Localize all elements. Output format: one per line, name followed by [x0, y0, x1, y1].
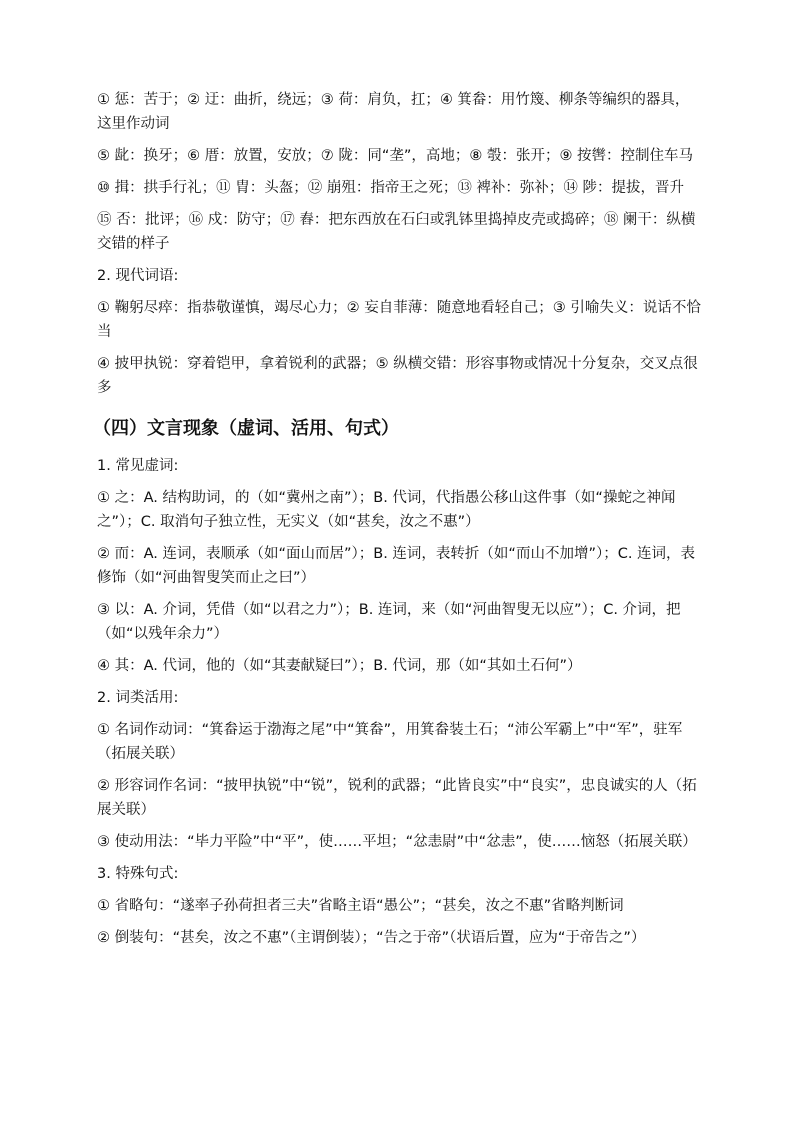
- modern-word-item: ④ 披甲执锐：穿着铠甲，拿着锐利的武器；⑤ 纵横交错：形容事物或情况十分复杂，交叉点很多: [97, 356, 698, 396]
- modern-words-title: 2. 现代词语:: [97, 268, 179, 284]
- document-page: [93, 88, 701, 958]
- vocab-item: ⑮ 否：批评；⑯ 戍：防守；⑰ 舂：把东西放在石臼或乳钵里捣掉皮壳或捣碎；⑱ 阑干：纵横交错的样子: [97, 212, 696, 252]
- word-class-item: ③ 使动用法：“毕力平险”中“平”，使……平坦；“忿恚尉”中“忿恚”，使……恼怒（拓展关联）: [97, 834, 697, 850]
- special-sentences-title: 3. 特殊句式:: [97, 866, 179, 882]
- special-sentence-item: ① 省略句：“遂率子孙荷担者三夫”省略主语“愚公”；“甚矣，汝之不惠”省略判断词: [97, 898, 624, 914]
- modern-word-item: ① 鞠躬尽瘁：指恭敬谨慎，竭尽心力；② 妄自菲薄：随意地看轻自己；③ 引喻失义：说话不恰当: [97, 300, 701, 340]
- function-word-item: ② 而：A. 连词，表顺承（如“面山而居”）；B. 连词，表转折（如“而山不加增”）；C. 连词，表修饰（如“河曲智叟笑而止之曰”）: [97, 546, 696, 586]
- vocab-item: ⑤ 龀：换牙；⑥ 厝：放置，安放；⑦ 陇：同“垄”，高地；⑧ 彀：张开；⑨ 按辔：控制住车马: [97, 148, 694, 164]
- function-words-title: 1. 常见虚词:: [97, 458, 179, 474]
- function-word-item: ③ 以：A. 介词，凭借（如“以君之力”）；B. 连词，来（如“河曲智叟无以应”）；C. 介词，把（如“以残年余力”）: [97, 602, 681, 642]
- special-sentence-item: ② 倒装句：“甚矣，汝之不惠”（主谓倒装）；“告之于帝”（状语后置，应为“于帝告之”）: [97, 930, 646, 946]
- word-class-title: 2. 词类活用:: [97, 690, 179, 706]
- vocab-item: ① 惩：苦于；② 迂：曲折，绕远；③ 荷：肩负，扛；④ 箕畚：用竹篾、柳条等编织的器具，这里作动词: [97, 92, 690, 132]
- section-heading: （四）文言现象（虚词、活用、句式）: [93, 418, 399, 439]
- function-word-item: ① 之：A. 结构助词，的（如“冀州之南”）；B. 代词，代指愚公移山这件事（如“操蛇之神闻之”）；C. 取消句子独立性，无实义（如“甚矣，汝之不惠”）: [97, 490, 676, 530]
- word-class-item: ② 形容词作名词：“披甲执锐”中“锐”，锐利的武器；“此皆良实”中“良实”，忠良诚实的人（拓展关联）: [97, 778, 697, 818]
- vocab-item: ⑩ 揖：拱手行礼；⑪ 胄：头盔；⑫ 崩殂：指帝王之死；⑬ 裨补：弥补；⑭ 陟：提拔，晋升: [97, 180, 685, 196]
- word-class-item: ① 名词作动词：“箕畚运于渤海之尾”中“箕畚”，用箕畚装土石；“沛公军霸上”中“军”，驻军（拓展关联）: [97, 722, 683, 762]
- function-word-item: ④ 其：A. 代词，他的（如“其妻献疑曰”）；B. 代词，那（如“其如土石何”）: [97, 658, 582, 674]
